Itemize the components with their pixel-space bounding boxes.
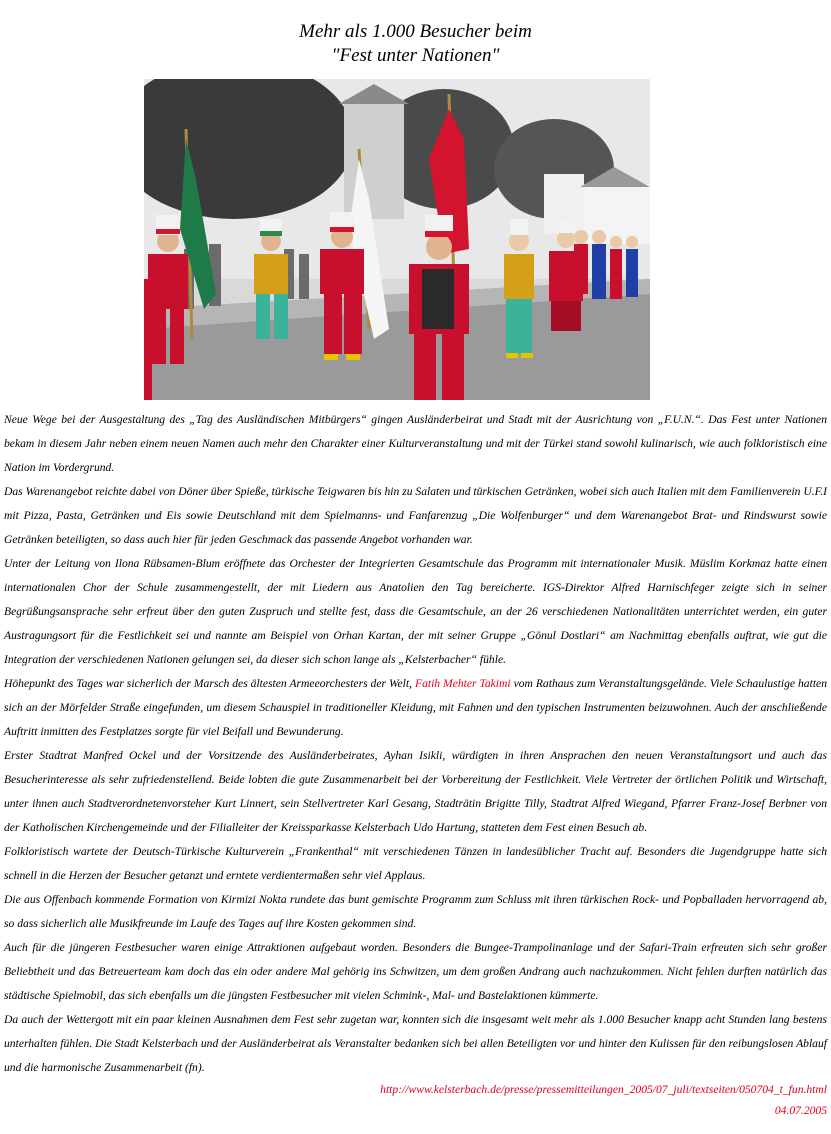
article-paragraph-1: Neue Wege bei der Ausgestaltung des „Tag des Ausländischen Mitbürgers“ gingen Ausländerbeirat und Stadt mit der Ausrichtung von „F.U.N.“. Das Fest unter Nationen bekam in diesem Jahr neben einem neuen Namen auch mehr den Charakter einer Kulturveranstaltung und mit der Türkei stand sowohl kulinarisch, wie auch folkloristisch eine Nation im Vordergrund. [4,413,827,474]
article-paragraph-9: Da auch der Wettergott mit ein paar kleinen Ausnahmen dem Fest sehr zugetan war, konnten sich die insgesamt weit mehr als 1.000 Besucher knapp acht Stunden lang bestens unterhalten fühlen. Die Stadt Kelsterbach und der Ausländerbeirat als Veranstalter bedanken sich bei allen Beteiligten vor und hinter den Kulissen für den reibungslosen Ablauf und die harmonische Zusammenarbeit (fn). [4,1013,827,1074]
parade-photo-illustration [144,79,650,400]
article-paragraph-3: Unter der Leitung von Ilona Rübsamen-Blum eröffnete das Orchester der Integrierten Gesamtschule das Programm mit internationaler Musik. Müslim Korkmaz hatte einen internationalen Chor der Schule zusammengestellt, der mit Liedern aus Anatolien den Tag bereicherte. IGS-Direktor Alfred Harnischfeger zeigte sich in seiner Begrüßungsansprache sehr erfreut über den guten Zuspruch und stellte fest, dass die Gesamtschule, an der 26 verschiedenen Nationalitäten unterrichtet werden, ein guter Austragungsort für die Festlichkeit sei und nannte am Beispiel von Orhan Kartan, der mit seiner Gruppe „Gönul Dostlari“ am Nachmittag ebenfalls auftrat, wie gut die Integration der verschiedenen Nationen gelungen sei, da dieser sich schon lange als „Kelsterbacher“ fühle. [4,557,827,666]
title-line-2: "Fest unter Nationen" [331,45,500,66]
article-paragraph-5: Erster Stadtrat Manfred Ockel und der Vorsitzende des Ausländerbeirates, Ayhan Isikli, würdigten in ihren Ansprachen den neuen Veranstaltungsort und auch das Besucherinteresse als sehr zufriedenstellend. Beide lobten die gute Zusammenarbeit bei der Vorbereitung der Festlichkeit. Viele Vertreter der örtlichen Politik und Wirtschaft, unter ihnen auch Stadtverordnetenvorsteher Kurt Linnert, sein Stellvertreter Karl Gesang, Stadträtin Brigitte Tilly, Stadtrat Alfred Wiegand, Pfarrer Franz-Josef Berbner von der Katholischen Kirchengemeinde und der Filialleiter der Kreissparkasse Kelsterbach Udo Hartung, statteten dem Fest einen Besuch ab. [4,749,827,834]
article-paragraph-2: Das Warenangebot reichte dabei von Döner über Spieße, türkische Teigwaren bis hin zu Salaten und türkischen Getränken, wobei sich auch Italien mit dem Familienverein U.F.I mit Pizza, Pasta, Getränken und Eis sowie Deutschland mit dem Spielmanns- und Fanfarenzug „Die Wolfenburger“ und dem Warenangebot Brat- und Rindswurst sowie Getränken beteiligten, so dass auch hier für jeden Geschmack das passende Angebot vorhanden war. [4,485,827,546]
article-paragraph-6: Folkloristisch wartete der Deutsch-Türkische Kulturverein „Frankenthal“ mit verschiedenen Tänzen in landesüblicher Tracht auf. Besonders die Jugendgruppe hatte sich schnell in die Herzen der Besucher getanzt und erntete verdientermaßen sehr viel Applaus. [4,845,827,882]
source-url-link[interactable]: http://www.kelsterbach.de/presse/pressemitteilungen_2005/07_juli/textseiten/050704_t_fun.html [380,1083,827,1096]
page-title [0,20,831,68]
source-footer [380,1079,827,1121]
parade-photo [144,79,650,400]
article-paragraph-4 [4,672,827,744]
fatih-mehter-takimi-link[interactable]: Fatih Mehter Takimi [414,677,511,690]
title-line-1: Mehr als 1.000 Besucher beim [299,21,532,42]
article-paragraph-8: Auch für die jüngeren Festbesucher waren einige Attraktionen aufgebaut worden. Besonders die Bungee-Trampolinanlage und der Safari-Train erfreuten sich sehr großer Beliebtheit und das Betreuerteam kam doch das ein oder andere Mal gehörig ins Schwitzen, um dem großen Andrang auch nachzukommen. Nicht fehlen durften natürlich das städtische Spielmobil, das sich ebenfalls um die jüngsten Festbesucher mit vielen Schmink-, Mal- und Bastelaktionen kümmerte. [4,941,827,1002]
paragraph-4-text-after: vom Rathaus zum Veranstaltungsgelände. Viele Schaulustige hatten sich an der Mörfelder Straße eingefunden, um diesem Schauspiel in traditioneller Kleidung, mit Fahnen und den typischen Instrumenten beizuwohnen. Auch der anschließende Auftritt inmitten des Festplatzes sorgte für viel Beifall und Bewunderung. [4,677,827,738]
article-body [4,408,827,1080]
article-paragraph-7: Die aus Offenbach kommende Formation von Kirmizi Nokta rundete das bunt gemischte Programm zum Schluss mit ihren türkischen Rock- und Popballaden hervorragend ab, so dass sicherlich alle Musikfreunde im Laufe des Tages auf ihre Kosten gekommen sind. [4,893,827,930]
source-date: 04.07.2005 [774,1104,827,1117]
paragraph-4-text-before: Höhepunkt des Tages war sicherlich der Marsch des ältesten Armeeorchesters der Welt, [4,677,415,690]
